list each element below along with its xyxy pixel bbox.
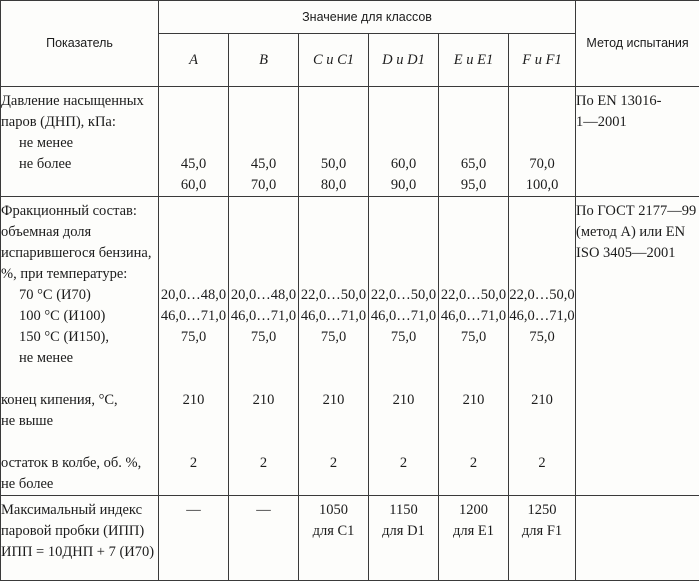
cell-line: [439, 264, 508, 285]
cell-line: 60,0: [159, 175, 228, 196]
cell-line: [439, 411, 508, 432]
cell-line: [159, 201, 228, 222]
value-cell: [369, 197, 439, 496]
cell-line: [1, 432, 158, 453]
indicator-header: Показатель: [1, 1, 159, 87]
cell-line: 100,0: [509, 175, 575, 196]
cell-line: 75,0: [439, 327, 508, 348]
cell-line: [159, 348, 228, 369]
cell-line: [369, 222, 438, 243]
cell-line: [229, 264, 298, 285]
cell-line: [439, 222, 508, 243]
cell-line: 2: [229, 453, 298, 474]
cell-line: Давление насыщенных: [1, 91, 158, 112]
cell-line: [159, 112, 228, 133]
cell-line: [439, 133, 508, 154]
class-header-c: C и C1: [299, 34, 369, 87]
cell-line: —: [229, 500, 298, 521]
class-header-b: B: [229, 34, 299, 87]
cell-line: 2: [159, 453, 228, 474]
cell-line: [369, 474, 438, 495]
cell-line: [299, 369, 368, 390]
cell-line: [159, 411, 228, 432]
cell-line: 22,0…50,0: [369, 285, 438, 306]
cell-line: паров (ДНП), кПа:: [1, 112, 158, 133]
cell-line: [509, 222, 575, 243]
cell-line: [439, 474, 508, 495]
cell-line: [509, 201, 575, 222]
cell-line: [229, 112, 298, 133]
cell-line: 70,0: [229, 175, 298, 196]
value-cell: [229, 87, 299, 197]
cell-line: 1050: [299, 500, 368, 521]
cell-line: [369, 348, 438, 369]
cell-line: [509, 411, 575, 432]
cell-line: [229, 348, 298, 369]
cell-line: [509, 112, 575, 133]
cell-line: 150 °С (И150),: [1, 327, 158, 348]
cell-line: [299, 201, 368, 222]
cell-line: объемная доля: [1, 222, 158, 243]
cell-line: [229, 222, 298, 243]
cell-line: [439, 243, 508, 264]
cell-line: 46,0…71,0: [229, 306, 298, 327]
cell-line: 20,0…48,0: [229, 285, 298, 306]
cell-line: 90,0: [369, 175, 438, 196]
cell-line: [369, 201, 438, 222]
cell-line: 46,0…71,0: [369, 306, 438, 327]
cell-line: [439, 112, 508, 133]
cell-line: 80,0: [299, 175, 368, 196]
value-cell: [509, 197, 576, 496]
cell-line: 100 °С (И100): [1, 306, 158, 327]
cell-line: 65,0: [439, 154, 508, 175]
cell-line: 2: [509, 453, 575, 474]
cell-line: [229, 432, 298, 453]
cell-line: [299, 222, 368, 243]
cell-line: не менее: [1, 348, 158, 369]
cell-line: ISO 3405—2001: [576, 243, 699, 264]
cell-line: [509, 474, 575, 495]
cell-line: [159, 133, 228, 154]
cell-line: [509, 432, 575, 453]
cell-line: [159, 369, 228, 390]
value-cell: [229, 197, 299, 496]
cell-line: [159, 474, 228, 495]
cell-line: [159, 222, 228, 243]
cell-line: 70 °С (И70): [1, 285, 158, 306]
cell-line: [299, 112, 368, 133]
cell-line: 210: [159, 390, 228, 411]
table-row: [1, 197, 699, 496]
cell-line: 22,0…50,0: [509, 285, 575, 306]
cell-line: 22,0…50,0: [299, 285, 368, 306]
cell-line: 210: [369, 390, 438, 411]
cell-line: [369, 264, 438, 285]
cell-line: 70,0: [509, 154, 575, 175]
cell-line: [299, 432, 368, 453]
cell-line: 46,0…71,0: [299, 306, 368, 327]
cell-line: [439, 201, 508, 222]
cell-line: для C1: [299, 521, 368, 542]
indicator-cell: [1, 87, 159, 197]
cell-line: [369, 369, 438, 390]
cell-line: испарившегося бензина,: [1, 243, 158, 264]
cell-line: 75,0: [229, 327, 298, 348]
cell-line: [369, 243, 438, 264]
cell-line: для F1: [509, 521, 575, 542]
table-row: [1, 87, 699, 197]
cell-line: По ГОСТ 2177—99: [576, 201, 699, 222]
cell-line: 46,0…71,0: [159, 306, 228, 327]
value-cell: [439, 496, 509, 581]
cell-line: [509, 243, 575, 264]
cell-line: не выше: [1, 411, 158, 432]
cell-line: 60,0: [369, 154, 438, 175]
value-cell: [369, 496, 439, 581]
value-cell: [299, 87, 369, 197]
cell-line: [159, 243, 228, 264]
cell-line: [159, 432, 228, 453]
cell-line: [439, 432, 508, 453]
class-header-d: D и D1: [369, 34, 439, 87]
value-cell: [299, 197, 369, 496]
cell-line: [369, 411, 438, 432]
table-row: [1, 496, 699, 581]
value-cell: [159, 87, 229, 197]
cell-line: [229, 133, 298, 154]
cell-line: 75,0: [509, 327, 575, 348]
cell-line: [159, 264, 228, 285]
indicator-cell: [1, 496, 159, 581]
value-cell: [229, 496, 299, 581]
cell-line: [299, 243, 368, 264]
cell-line: 50,0: [299, 154, 368, 175]
cell-line: 75,0: [159, 327, 228, 348]
cell-line: [229, 474, 298, 495]
value-cell: [509, 87, 576, 197]
method-cell: [576, 197, 699, 496]
cell-line: Фракционный состав:: [1, 201, 158, 222]
cell-line: 1150: [369, 500, 438, 521]
value-cell: [509, 496, 576, 581]
cell-line: [439, 369, 508, 390]
cell-line: ИПП = 10ДНП + 7 (И70): [1, 542, 158, 563]
cell-line: 75,0: [299, 327, 368, 348]
cell-line: 45,0: [229, 154, 298, 175]
cell-line: [299, 411, 368, 432]
class-values-header: Значение для классов: [159, 1, 576, 34]
cell-line: 75,0: [369, 327, 438, 348]
cell-line: [229, 201, 298, 222]
cell-line: [299, 133, 368, 154]
cell-line: 20,0…48,0: [159, 285, 228, 306]
cell-line: [229, 243, 298, 264]
cell-line: 210: [509, 390, 575, 411]
cell-line: конец кипения, °С,: [1, 390, 158, 411]
cell-line: не более: [1, 154, 158, 175]
cell-line: (метод А) или EN: [576, 222, 699, 243]
cell-line: для D1: [369, 521, 438, 542]
cell-line: [369, 133, 438, 154]
cell-line: 45,0: [159, 154, 228, 175]
method-cell: [576, 87, 699, 197]
indicator-cell: [1, 197, 159, 496]
value-cell: [299, 496, 369, 581]
value-cell: [369, 87, 439, 197]
method-cell: [576, 496, 699, 581]
cell-line: остаток в колбе, об. %,: [1, 453, 158, 474]
cell-line: 210: [299, 390, 368, 411]
cell-line: 1200: [439, 500, 508, 521]
class-header-e: E и E1: [439, 34, 509, 87]
cell-line: 2: [369, 453, 438, 474]
cell-line: [509, 348, 575, 369]
cell-line: [229, 411, 298, 432]
cell-line: для E1: [439, 521, 508, 542]
cell-line: [509, 369, 575, 390]
value-cell: [439, 87, 509, 197]
cell-line: Максимальный индекс: [1, 500, 158, 521]
cell-line: По EN 13016-: [576, 91, 699, 112]
cell-line: 210: [229, 390, 298, 411]
cell-line: [439, 348, 508, 369]
cell-line: [1, 369, 158, 390]
cell-line: 2: [439, 453, 508, 474]
cell-line: не менее: [1, 133, 158, 154]
cell-line: 95,0: [439, 175, 508, 196]
cell-line: [299, 264, 368, 285]
cell-line: паровой пробки (ИПП): [1, 521, 158, 542]
class-header-a: A: [159, 34, 229, 87]
value-cell: [439, 197, 509, 496]
cell-line: 1—2001: [576, 112, 699, 133]
cell-line: 46,0…71,0: [509, 306, 575, 327]
cell-line: [159, 521, 228, 542]
cell-line: [509, 133, 575, 154]
cell-line: [299, 474, 368, 495]
cell-line: [229, 521, 298, 542]
cell-line: [299, 348, 368, 369]
value-cell: [159, 496, 229, 581]
cell-line: [369, 432, 438, 453]
cell-line: [229, 369, 298, 390]
cell-line: —: [159, 500, 228, 521]
cell-line: [509, 264, 575, 285]
cell-line: 1250: [509, 500, 575, 521]
value-cell: [159, 197, 229, 496]
cell-line: не более: [1, 474, 158, 495]
cell-line: %, при температуре:: [1, 264, 158, 285]
class-header-f: F и F1: [509, 34, 576, 87]
method-header: Метод испытания: [576, 1, 699, 87]
cell-line: 2: [299, 453, 368, 474]
cell-line: 22,0…50,0: [439, 285, 508, 306]
cell-line: 210: [439, 390, 508, 411]
cell-line: 46,0…71,0: [439, 306, 508, 327]
cell-line: [369, 112, 438, 133]
